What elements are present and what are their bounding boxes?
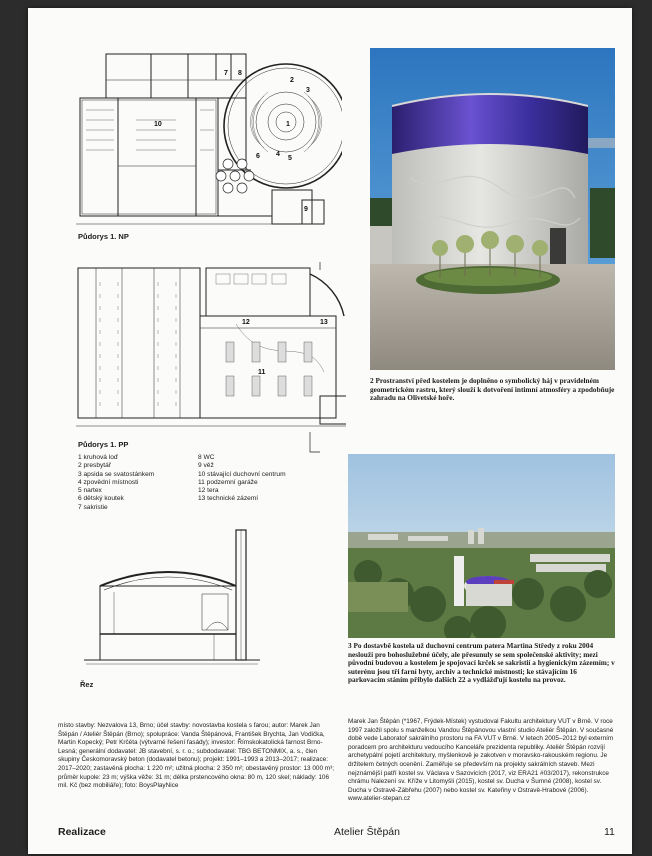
plan-number: 13	[320, 319, 328, 326]
legend-item: 13 technické zázemí	[198, 495, 259, 503]
legend-item: 5 nartex	[78, 487, 102, 495]
plan-label-np: Půdorys 1. NP	[78, 232, 129, 241]
magazine-page	[28, 8, 632, 854]
legend-item: 10 stávající duchovní centrum	[198, 470, 286, 478]
photo-church-exterior	[370, 48, 615, 370]
footer-section: Realizace	[58, 826, 106, 838]
legend-item: 4 zpovědní místnosti	[78, 478, 139, 486]
legend-item: 2 presbytář	[78, 462, 111, 470]
floor-plan-np	[76, 40, 342, 230]
legend-item: 6 dětský koutek	[78, 495, 124, 503]
plan-number: 6	[256, 153, 260, 160]
plan-label-pp: Půdorys 1. PP	[78, 440, 129, 449]
section-drawing	[84, 524, 260, 670]
plan-number: 12	[242, 319, 250, 326]
page-number: 11	[604, 826, 615, 838]
footer-title: Atelier Štěpán	[334, 826, 400, 838]
legend-right	[198, 454, 286, 504]
legend-item: 8 WC	[198, 454, 215, 461]
legend-item: 9 věž	[198, 462, 214, 470]
plan-number: 11	[258, 369, 266, 376]
plan-label-section: Řez	[80, 680, 94, 689]
plan-number: 3	[306, 87, 310, 94]
legend-item: 3 apsida se svatostánkem	[78, 470, 155, 478]
plan-number: 9	[304, 206, 308, 213]
plan-number: 1	[286, 121, 290, 128]
floor-plan-pp	[76, 262, 346, 458]
legend-item: 7 sakristie	[78, 503, 108, 511]
legend-left	[78, 454, 154, 512]
plan-number: 2	[290, 77, 294, 84]
legend-item: 12 tera	[198, 487, 219, 495]
caption-photo-1: 2 Prostranství před kostelem je doplněno o symbolický háj v pravidelném geometrickém rastru, který slouží k dotvoření intimní atmosféry a zpodobňuje zahradu na Olivetské hoře.	[370, 376, 615, 403]
architect-bio: Marek Jan Štěpán (*1967, Frýdek-Místek) vystudoval Fakultu architektury VUT v Brně. V roce 1997 založil spolu s manželkou Vandou Štěpánovou vlastní studio Ateliér Štěpán. V současné době vede Laboratoř sakrálního prostoru na FA VUT v Brně. V letech 2005–2012 byl externím poradcem pro architekturu vedoucího Kanceláře prezidenta republiky. Ateliér Štěpán rozvíjí archetypální pojetí architektury, myšlenkově je zakotven v moravsko-rakouském regionu. Je držitelem četných ocenění. Zaměřuje se především na projekty sakrálních staveb. Mezi nejznámější patří kostel sv. Václava v Sazovicích (2017, viz ERA21 #03/2017), rekonstrukce chrámu Nalezení sv. Kříže v Litomyšli (2015), kostel sv. Ducha v Šumné (2008), kostel sv. Ducha v Ostravě-Zábřehu (2007) nebo kostel sv. Kateřiny v Ostravě-Hrabové (2006). www.atelier-stepan.cz	[348, 718, 614, 803]
legend-item: 11 podzemní garáže	[198, 478, 258, 486]
legend-item: 1 kruhová loď	[78, 454, 118, 461]
caption-photo-2: 3 Po dostavbě kostela už duchovní centrum patera Martina Středy z roku 2004 neslouží pro bohoslužebné účely, ale přesunuly se sem společenské aktivity; mezi původní budovou a kostelem je spojovací krček se sakristií a hygienickým zázemím; v suterénu jsou tři farní byty, archiv a technické místnosti; ke stávajícím 16 parkovacím stáním přibylo dalších 22 a vydlážďují kostelu na provoz.	[348, 641, 615, 685]
plan-number: 10	[154, 121, 162, 128]
photo-aerial-view	[348, 454, 615, 638]
plan-number: 4	[276, 151, 280, 158]
project-credits: místo stavby: Nezvalova 13, Brno; účel stavby: novostavba kostela s farou; autor: Marek Jan Štěpán / Ateliér Štěpán (Brno); spolupráce: Vanda Štěpánová, František Brychta, Jan Vodička, Martin Kopecký; Petr Krčéta (výtvarné řešení fasády); investor: Římskokatolická farnost Brno-Lesná; generální dodavatel: JB stavební, s. r. o.; subdodavatel: TBG BETONMIX, a. s., člen skupiny Českomoravský beton (dodavatel betonu); projekt: 1991–1993 a 2013–2017; realizace: 2017–2020; zastavěná plocha: 1 220 m²; užitná plocha: 2 350 m²; obestavěný prostor: 13 000 m³; průměr kupole: 23 m; výška věže: 31 m; délka prstencového okna: 80 m, 120 skel; náklady: 106 mil. Kč (bez mobiliáře); foto: BoysPlayNice	[58, 722, 335, 790]
plan-number: 7	[224, 70, 228, 77]
plan-number: 5	[288, 155, 292, 162]
plan-number: 8	[238, 70, 242, 77]
